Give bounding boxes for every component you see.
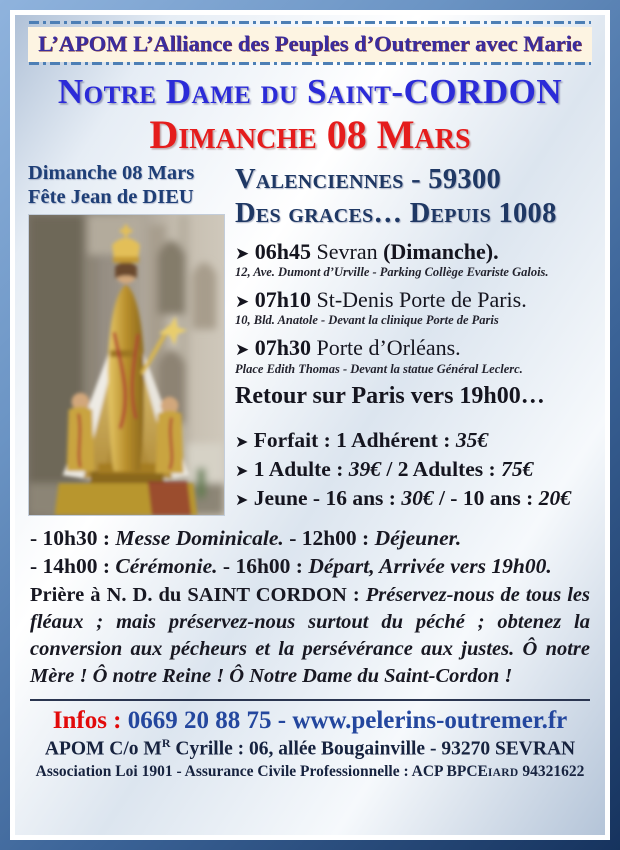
price-line-1 bbox=[235, 426, 592, 455]
program-text: - 10h30 : bbox=[30, 526, 116, 551]
postal-address-line bbox=[28, 736, 592, 762]
prices-block bbox=[235, 426, 592, 513]
schedule-item-2 bbox=[235, 287, 592, 312]
schedule-item-3 bbox=[235, 335, 592, 360]
program-event: Déjeuner. bbox=[374, 526, 462, 551]
association-banner-text: L’APOM L’Alliance des Peuples d’Outremer avec Marie bbox=[38, 31, 582, 56]
flyer-inner-border bbox=[10, 10, 610, 840]
legal-line bbox=[28, 762, 592, 782]
main-columns bbox=[28, 162, 592, 516]
arrow-bullet-icon: ➤ bbox=[235, 291, 250, 311]
legal-smallcaps: IARD bbox=[487, 767, 519, 780]
event-date-title: Dimanche 08 Mars bbox=[149, 112, 471, 158]
price-label: / 2 Adultes : bbox=[381, 456, 502, 481]
schedule-address-3: Place Edith Thomas - Devant la statue Général Leclerc. bbox=[235, 361, 523, 376]
program-block bbox=[28, 525, 592, 690]
arrow-bullet-icon: ➤ bbox=[235, 462, 249, 480]
phone-and-website: 0669 20 88 75 - www.pelerins-outremer.fr bbox=[127, 707, 568, 735]
address-part: Cyrille : 06, allée Bougainville - 93270 SEVRAN bbox=[170, 738, 576, 760]
price-value: 39€ bbox=[348, 456, 381, 481]
infos-label: Infos : bbox=[52, 707, 128, 735]
price-value: 75€ bbox=[501, 456, 534, 481]
price-line-3 bbox=[235, 484, 592, 513]
program-text: - 14h00 : bbox=[30, 554, 116, 579]
flyer-page bbox=[15, 15, 605, 835]
program-event: Cérémonie. bbox=[115, 554, 218, 579]
footer-block bbox=[28, 706, 592, 782]
left-subtitle-feast: Fête Jean de DIEU bbox=[28, 185, 194, 208]
infos-line bbox=[28, 706, 592, 736]
arrow-bullet-icon: ➤ bbox=[235, 491, 249, 509]
arrow-bullet-icon: ➤ bbox=[235, 340, 250, 360]
program-event: Messe Dominicale. bbox=[115, 526, 284, 551]
city-heading: Valenciennes - 59300 bbox=[235, 164, 502, 196]
right-column bbox=[235, 162, 592, 516]
price-label: Jeune - 16 ans : bbox=[253, 485, 402, 510]
price-label: / - 10 ans : bbox=[433, 485, 539, 510]
schedule-time: 07h30 bbox=[254, 335, 311, 361]
price-label: Forfait : 1 Adhérent : bbox=[253, 427, 456, 452]
left-subtitle-date: Dimanche 08 Mars bbox=[28, 162, 195, 185]
left-subtitle bbox=[28, 162, 226, 209]
page-title: Notre Dame du Saint-CORDON bbox=[57, 72, 563, 111]
price-line-2 bbox=[235, 455, 592, 484]
schedule-time: 06h45 bbox=[254, 238, 311, 264]
left-column bbox=[28, 162, 226, 516]
address-part: APOM C/o M bbox=[44, 738, 162, 760]
association-banner bbox=[28, 27, 592, 62]
address-superscript: R bbox=[161, 736, 171, 751]
schedule-time: 07h10 bbox=[254, 286, 311, 312]
price-label: 1 Adulte : bbox=[253, 456, 349, 481]
price-value: 35€ bbox=[455, 427, 489, 452]
price-value: 20€ bbox=[538, 485, 571, 510]
dash-dot-divider-bottom bbox=[29, 62, 591, 65]
schedule-place: Sevran bbox=[311, 238, 384, 264]
prayer-text: Préservez-nous de tous les fléaux ; mais préservez-nous surtout du péché ; obtenez la conversion aux pécheurs et la persévérance aux justes. Ô notre Mère ! Ô notre Reine ! Ô Notre Dame du Saint-Cordon ! bbox=[30, 584, 590, 688]
graces-heading: Des graces… Depuis 1008 bbox=[235, 198, 557, 230]
price-value: 30€ bbox=[401, 485, 434, 510]
prayer-title: Prière à N. D. du SAINT CORDON : bbox=[30, 584, 366, 607]
arrow-bullet-icon: ➤ bbox=[235, 433, 249, 451]
schedule-suffix: (Dimanche). bbox=[383, 238, 499, 264]
legal-part: Association Loi 1901 - Assurance Civile Professionnelle : ACP BPCE bbox=[35, 763, 488, 781]
schedule-address-2: 10, Bld. Anatole - Devant la clinique Porte de Paris bbox=[235, 313, 499, 328]
legal-part: 94321622 bbox=[518, 763, 585, 781]
schedule-place: Porte d’Orléans. bbox=[311, 335, 461, 361]
schedule-item-1 bbox=[235, 239, 592, 264]
statue-photo bbox=[28, 214, 225, 516]
program-text: - 16h00 : bbox=[217, 554, 309, 579]
program-line-1 bbox=[30, 525, 590, 553]
program-text: - 12h00 : bbox=[283, 526, 375, 551]
schedule-place: St-Denis Porte de Paris. bbox=[311, 286, 527, 312]
schedule-address-1: 12, Ave. Dumont d’Urville - Parking Collège Evariste Galois. bbox=[235, 264, 549, 279]
footer-divider bbox=[30, 699, 590, 701]
program-line-2 bbox=[30, 553, 590, 581]
dash-dot-divider-top bbox=[29, 21, 591, 24]
program-event: Départ, Arrivée vers 19h00. bbox=[308, 554, 552, 579]
arrow-bullet-icon: ➤ bbox=[235, 243, 250, 263]
return-time-line: Retour sur Paris vers 19h00… bbox=[235, 382, 545, 409]
prayer-paragraph bbox=[30, 582, 590, 690]
